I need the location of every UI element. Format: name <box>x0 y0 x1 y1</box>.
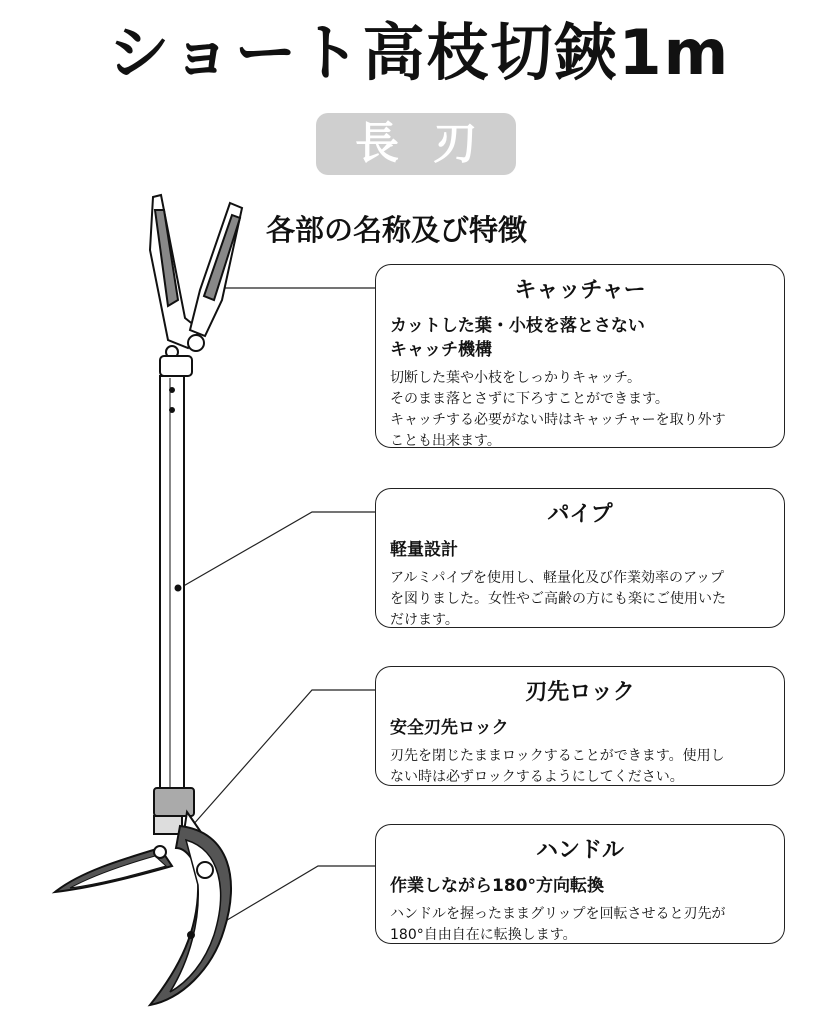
section-heading: 刃先ロック <box>525 680 635 705</box>
description-line: 刃先を閉じたままロックすることができます。使用し <box>390 748 725 764</box>
description-line: 180°自由自在に転換します。 <box>390 927 577 943</box>
section-description <box>390 746 772 788</box>
section-handle <box>375 824 785 944</box>
section-blade-lock <box>375 666 785 786</box>
section-feature: カットした葉・小枝を落とさない キャッチ機構 <box>390 316 645 360</box>
section-heading: キャッチャー <box>514 278 646 303</box>
parts-subtitle: 各部の名称及び特徴 <box>266 213 528 247</box>
handle-icon <box>55 788 231 1005</box>
section-feature: 作業しながら180°方向転換 <box>390 876 604 896</box>
section-description <box>390 904 772 946</box>
description-line: アルミパイプを使用し、軽量化及び作業効率のアップ <box>390 570 725 586</box>
pipe-icon <box>160 376 184 790</box>
section-feature: 安全刃先ロック <box>390 718 509 738</box>
description-line: そのまま落とさずに下ろすことができます。 <box>390 391 669 407</box>
section-catcher <box>375 264 785 448</box>
catcher-icon <box>150 195 242 376</box>
section-heading: ハンドル <box>535 838 624 863</box>
description-line: を図りました。女性やご高齢の方にも楽にご使用いた <box>390 591 726 607</box>
page-title: ショート高枝切鋏1m <box>107 16 731 89</box>
description-line: だけます。 <box>390 612 459 628</box>
description-line: 切断した葉や小枝をしっかりキャッチ。 <box>390 370 642 386</box>
section-pipe <box>375 488 785 628</box>
description-line: ことも出来ます。 <box>390 433 501 449</box>
section-heading: パイプ <box>547 502 613 527</box>
long-blade-badge: 長刃 <box>316 113 516 175</box>
section-description <box>390 568 772 631</box>
description-line: キャッチする必要がない時はキャッチャーを取り外す <box>390 412 726 428</box>
description-line: ハンドルを握ったままグリップを回転させると刃先が <box>390 906 726 922</box>
description-line: ない時は必ずロックするようにしてください。 <box>390 769 684 785</box>
section-feature: 軽量設計 <box>390 540 458 560</box>
section-description <box>390 368 772 452</box>
